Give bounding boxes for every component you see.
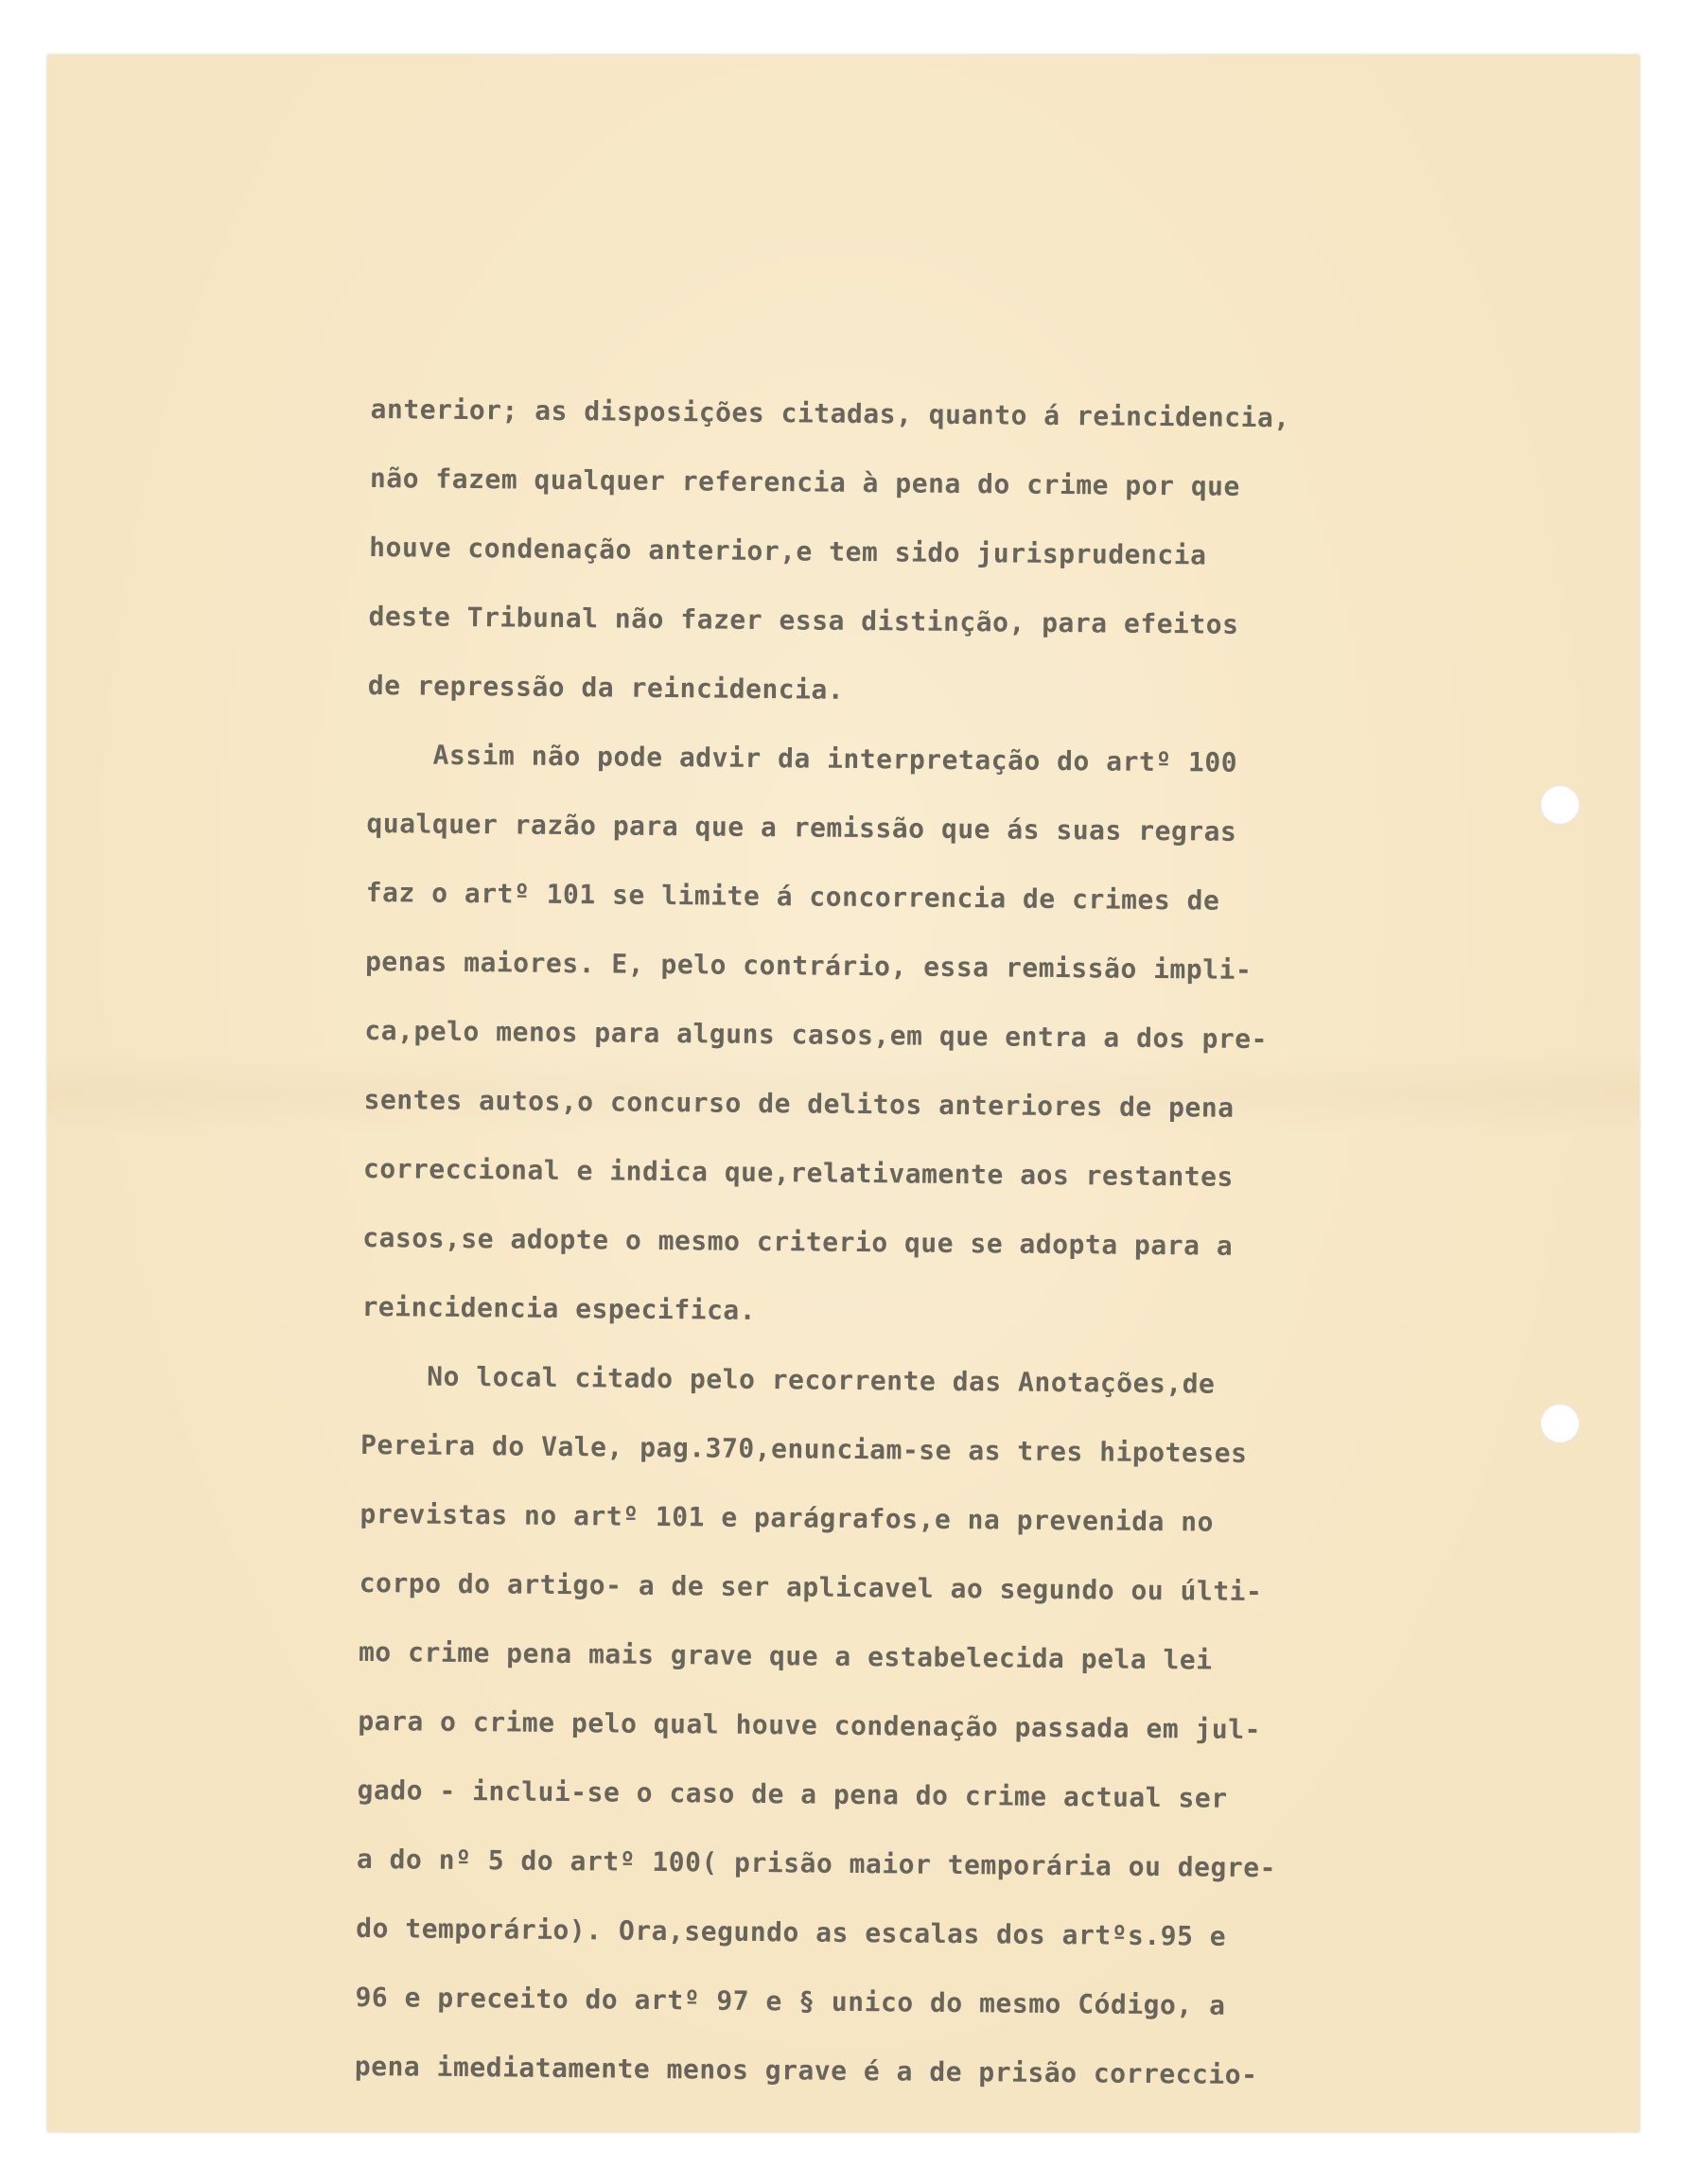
text-line: previstas no artº 101 e parágrafos,e na prevenida no	[359, 1497, 1215, 1538]
text-line: de repressão da reincidencia.	[367, 669, 845, 706]
text-line: do temporário). Ora,segundo as escalas dos artºs.95 e	[356, 1912, 1227, 1952]
text-line: Assim não pode advir da interpretação do artº 100	[366, 738, 1238, 778]
punch-hole	[1540, 1404, 1580, 1443]
text-line: 96 e preceito do artº 97 e § unico do mesmo Código, a	[355, 1981, 1226, 2021]
text-line: houve condenação anterior,e tem sido jurisprudencia	[369, 531, 1207, 571]
text-line: faz o artº 101 se limite á concorrencia de crimes de	[365, 876, 1220, 917]
text-line: mo crime pena mais grave que a estabelecida pela lei	[358, 1635, 1213, 1676]
text-line: casos,se adopte o mesmo criterio que se adopta para a	[362, 1221, 1234, 1262]
text-line: qualquer razão para que a remissão que ás suas regras	[366, 807, 1237, 847]
typed-text-body	[354, 375, 1477, 2111]
text-line: a do nº 5 do artº 100( prisão maior temporária ou degre-	[356, 1843, 1277, 1884]
punch-hole	[1540, 785, 1580, 825]
text-line: gado - inclui-se o caso de a pena do crime actual ser	[357, 1773, 1228, 1814]
text-line: ca,pelo menos para alguns casos,em que entra a dos pre-	[364, 1014, 1269, 1056]
text-line: reincidencia especifica.	[361, 1290, 757, 1326]
text-line: para o crime pelo qual houve condenação passada em jul-	[358, 1704, 1262, 1746]
text-line: não fazem qualquer referencia à pena do crime por que	[369, 462, 1241, 502]
text-line: deste Tribunal não fazer essa distinção, para efeitos	[368, 600, 1239, 640]
document-page	[47, 55, 1639, 2132]
text-line: anterior; as disposições citadas, quanto á reincidencia,	[370, 393, 1290, 434]
text-line: pena imediatamente menos grave é a de prisão correccio-	[354, 2050, 1258, 2091]
text-line: sentes autos,o concurso de delitos anteriores de pena	[363, 1083, 1235, 1124]
text-line: corpo do artigo- a de ser aplicavel ao segundo ou últi-	[359, 1566, 1263, 1608]
text-line: correccional e indica que,relativamente aos restantes	[362, 1152, 1235, 1193]
text-line: penas maiores. E, pelo contrário, essa remissão impli-	[364, 945, 1253, 986]
text-line: No local citado pelo recorrente das Anotações,de	[360, 1359, 1216, 1400]
text-line: Pereira do Vale, pag.370,enunciam-se as tres hipoteses	[359, 1428, 1248, 1469]
